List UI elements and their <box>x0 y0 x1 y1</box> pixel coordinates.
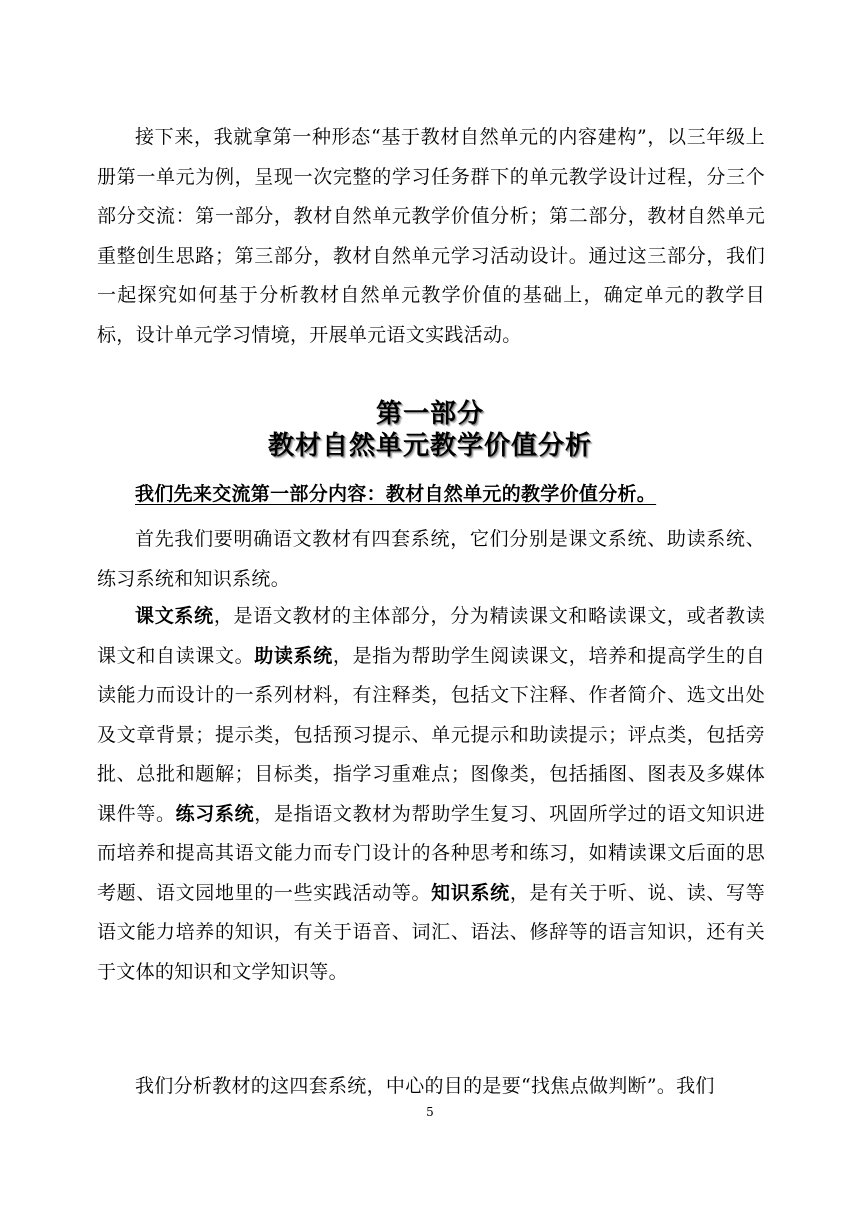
exercise-system-description: ，是指语文教材为帮助学生复习、巩固所学过的语文知识进而培养和提高其语文能力而专门设计的各种思考和练习，如精读课文后面的思考题、语文园地里的一些实践活动等。 <box>97 802 766 904</box>
text-system-description: ，是语文教材的主体部分，分为精读课文和略读课文，或者教读课文和自读课文。 <box>97 605 766 667</box>
section-title-name: 教材自然单元教学价值分析 <box>267 431 592 461</box>
intro-paragraph: 接下来，我就拿第一种形态“基于教材自然单元的内容建构”，以三年级上册第一单元为例，呈现一次完整的学习任务群下的单元教学设计过程，分三个部分交流：第一部分，教材自然单元教学价值分析；第二部分，教材自然单元重整创生思路；第三部分，教材自然单元学习活动设计。通过这三部分，我们一起探究如何基于分析教材自然单元教学价值的基础上，确定单元的教学目标，设计单元学习情境，开展单元语文实践活动。 <box>97 126 765 346</box>
reading-aid-system-description: ，是指为帮助学生阅读课文，培养和提高学生的自读能力而设计的一系列材料，有注释类，包括文下注释、作者简介、选文出处及文章背景；提示类，包括预习提示、单元提示和助读提示；评点类，包括旁批、总批和题解；目标类，指学习重难点；图像类，包括插图、图表及多媒体课件等。 <box>97 644 766 825</box>
term-exercise-system: 练习系统 <box>175 802 255 825</box>
closing-paragraph: 我们分析教材的这四套系统，中心的目的是要“找焦点做判断”。我们 <box>135 1075 715 1097</box>
term-knowledge-system: 知识系统 <box>431 881 510 904</box>
systems-detail-paragraph <box>97 597 765 992</box>
term-text-system: 课文系统 <box>135 605 214 627</box>
section-lead-sentence: 我们先来交流第一部分内容：教材自然单元的教学价值分析。 <box>135 483 657 505</box>
systems-intro-paragraph: 首先我们要明确语文教材有四套系统，它们分别是课文系统、助读系统、练习系统和知识系统。 <box>97 528 765 590</box>
term-reading-aid-system: 助读系统 <box>254 644 333 667</box>
section-title-part: 第一部分 <box>375 399 484 429</box>
page-number: 5 <box>426 1105 434 1119</box>
knowledge-system-description: ，是有关于听、说、读、写等语文能力培养的知识，有关于语音、词汇、语法、修辞等的语言知识，还有关于文体的知识和文学知识等。 <box>97 881 765 983</box>
